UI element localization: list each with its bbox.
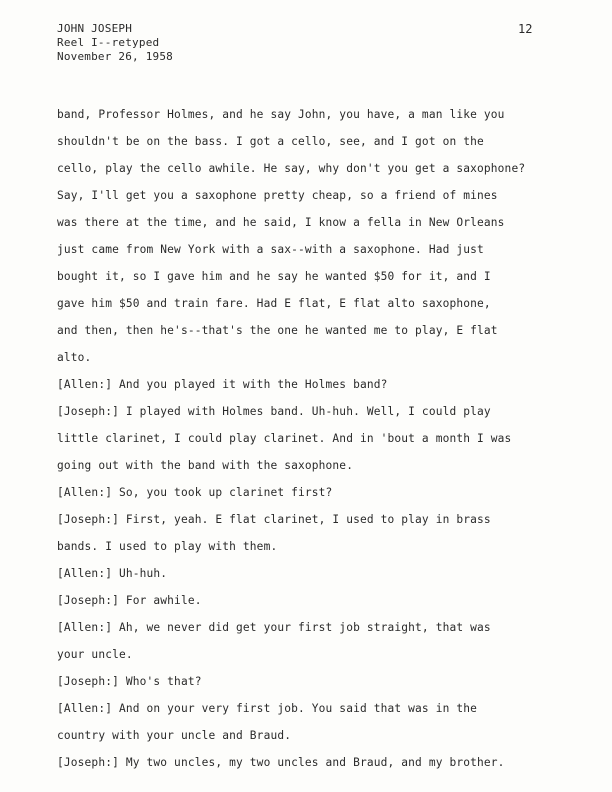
- page-header: [57, 22, 173, 64]
- transcript-line: [Joseph:] My two uncles, my two uncles and Braud, and my brother.: [57, 756, 505, 769]
- transcript-line: bands. I used to play with them.: [57, 540, 278, 553]
- transcript-line: your uncle.: [57, 648, 133, 661]
- transcript-line: country with your uncle and Braud.: [57, 729, 292, 742]
- transcript-line: [Joseph:] I played with Holmes band. Uh-huh. Well, I could play: [57, 405, 491, 418]
- transcript-line: [Joseph:] First, yeah. E flat clarinet, I used to play in brass: [57, 513, 491, 526]
- transcript-line: band, Professor Holmes, and he say John, you have, a man like you: [57, 108, 505, 121]
- transcript-line: gave him $50 and train fare. Had E flat, E flat alto saxophone,: [57, 297, 491, 310]
- transcript-line: [Allen:] So, you took up clarinet first?: [57, 486, 333, 499]
- interview-date: November 26, 1958: [57, 50, 173, 63]
- reel-label: Reel I--retyped: [57, 36, 160, 49]
- transcript-body: [57, 101, 547, 776]
- transcript-line: shouldn't be on the bass. I got a cello, see, and I got on the: [57, 135, 484, 148]
- transcript-line: was there at the time, and he said, I know a fella in New Orleans: [57, 216, 505, 229]
- transcript-line: [Allen:] And you played it with the Holmes band?: [57, 378, 388, 391]
- transcript-line: [Allen:] Ah, we never did get your first job straight, that was: [57, 621, 491, 634]
- transcript-line: Say, I'll get you a saxophone pretty cheap, so a friend of mines: [57, 189, 498, 202]
- transcript-line: little clarinet, I could play clarinet. And in 'bout a month I was: [57, 432, 512, 445]
- transcript-line: and then, then he's--that's the one he wanted me to play, E flat: [57, 324, 498, 337]
- transcript-line: [Joseph:] Who's that?: [57, 675, 202, 688]
- transcript-line: [Allen:] Uh-huh.: [57, 567, 168, 580]
- transcript-line: going out with the band with the saxophone.: [57, 459, 354, 472]
- transcript-line: bought it, so I gave him and he say he wanted $50 for it, and I: [57, 270, 491, 283]
- transcript-line: [Joseph:] For awhile.: [57, 594, 202, 607]
- transcript-line: just came from New York with a sax--with a saxophone. Had just: [57, 243, 484, 256]
- page-number: 12: [518, 22, 533, 36]
- transcript-line: alto.: [57, 351, 92, 364]
- transcript-line: [Allen:] And on your very first job. You said that was in the: [57, 702, 478, 715]
- interviewee-name: JOHN JOSEPH: [57, 22, 133, 35]
- transcript-line: cello, play the cello awhile. He say, why don't you get a saxophone?: [57, 162, 526, 175]
